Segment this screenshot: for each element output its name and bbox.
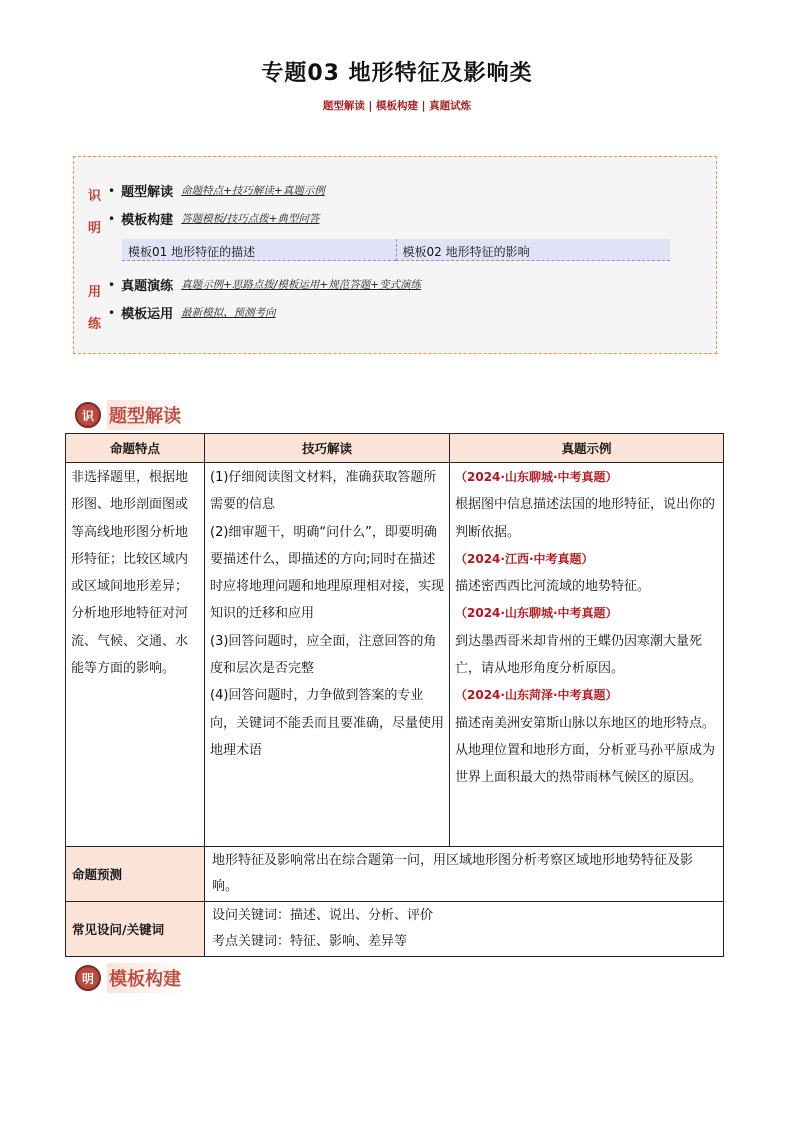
outline-item-head: 真题演练 <box>121 279 174 294</box>
side-char: 练 <box>88 317 102 332</box>
section-header-interpretation <box>75 400 191 430</box>
keywords-line: 考点关键词：特征、影响、差异等 <box>212 934 408 949</box>
example-text: 根据图中信息描述法国的地形特征，说出你的判断依据。 <box>455 497 716 540</box>
example-source: （2024·江西·中考真题） <box>455 551 594 566</box>
example-text: 从地理位置和地形方面，分析亚马孙平原成为世界上面积最大的热带雨林气候区的原因。 <box>455 742 716 786</box>
outline-item-note: 最新模拟、预测考向 <box>181 307 276 319</box>
bullet-icon: • <box>108 211 116 226</box>
outline-item <box>108 181 325 200</box>
skill-item: (3)回答问题时，应全面，注意回答的角度和层次是否完整 <box>210 633 437 677</box>
example-text: 描述南美洲安第斯山脉以东地区的地形特点。 <box>455 715 716 731</box>
keywords-line: 设问关键词：描述、说出、分析、评价 <box>212 908 434 923</box>
example-source: （2024·山东聊城·中考真题） <box>455 470 618 484</box>
side-char: 明 <box>88 221 102 236</box>
outline-item-head: 模板构建 <box>121 213 174 228</box>
table-cell <box>205 463 450 847</box>
table-row <box>66 847 724 902</box>
features-text: 非选择题里，根据地形图、地形剖面图或等高线地形图分析地形特征；比较区域内或区域间地形差异；分析地形地特征对河流、气候、交通、水能等方面的影响。 <box>71 470 189 677</box>
table-cell <box>66 463 205 847</box>
keywords-label: 常见设问/关键词 <box>66 902 205 957</box>
section-header-template <box>75 963 191 993</box>
table-header: 命题特点 <box>66 434 205 463</box>
outline-item-head: 模板运用 <box>121 307 174 322</box>
outline-item-note: 命题特点+技巧解读+真题示例 <box>181 185 325 197</box>
prediction-text: 地形特征及影响常出在综合题第一问，用区域地形图分析考察区域地形地势特征及影响。 <box>212 853 694 894</box>
interpretation-table <box>65 433 724 957</box>
outline-item-head: 题型解读 <box>121 185 174 200</box>
module-list <box>122 239 670 261</box>
table-cell <box>205 902 724 957</box>
table-row <box>66 463 724 847</box>
side-char: 识 <box>88 189 102 204</box>
outline-item <box>108 303 276 322</box>
skill-item: (1)仔细阅读图文材料，准确获取答题所需要的信息 <box>210 470 437 513</box>
outline-box <box>73 156 717 354</box>
example-source: （2024·山东聊城·中考真题） <box>455 606 618 621</box>
section-title: 模板构建 <box>107 963 191 993</box>
table-header: 真题示例 <box>450 434 724 463</box>
table-header: 技巧解读 <box>205 434 450 463</box>
outline-item-note: 答题模板/技巧点拨+典型问答 <box>181 213 320 225</box>
section-badge-icon: 识 <box>75 402 101 428</box>
outline-item-note: 真题示例+思路点拨/模板运用+规范答题+变式演练 <box>181 279 422 291</box>
bullet-icon: • <box>108 183 116 198</box>
example-text: 描述密西西比河流域的地势特征。 <box>455 579 651 595</box>
table-cell <box>450 463 724 847</box>
section-title: 题型解读 <box>107 400 191 430</box>
example-source: （2024·山东菏泽·中考真题） <box>455 688 618 703</box>
table-header-row <box>66 434 724 463</box>
page-title: 专题03 地形特征及影响类 <box>261 61 533 86</box>
skill-item: (2)细审题干，明确“问什么”，即要明确要描述什么，即描述的方向;同时在描述时应将地理问题和地理原理相对接，实现知识的迁移和应用 <box>210 524 445 622</box>
table-row <box>66 902 724 957</box>
module-item[interactable]: 模板02 地形特征的影响 <box>396 239 671 261</box>
prediction-label: 命题预测 <box>66 847 205 902</box>
page-subtitle: 题型解读 | 模板构建 | 真题试炼 <box>322 100 472 112</box>
module-item[interactable]: 模板01 地形特征的描述 <box>122 239 396 261</box>
skill-item: (4)回答问题时，力争做到答案的专业向，关键词不能丢而且要准确，尽量使用地理术语 <box>210 688 445 758</box>
bullet-icon: • <box>108 305 116 320</box>
example-text: 到达墨西哥米却肯州的王蝶仍因寒潮大量死亡，请从地形角度分析原因。 <box>455 633 703 677</box>
outline-item <box>108 209 319 228</box>
section-badge-icon: 明 <box>75 965 101 991</box>
outline-item <box>108 275 421 294</box>
side-char: 用 <box>88 285 102 300</box>
bullet-icon: • <box>108 277 116 292</box>
table-cell <box>205 847 724 902</box>
